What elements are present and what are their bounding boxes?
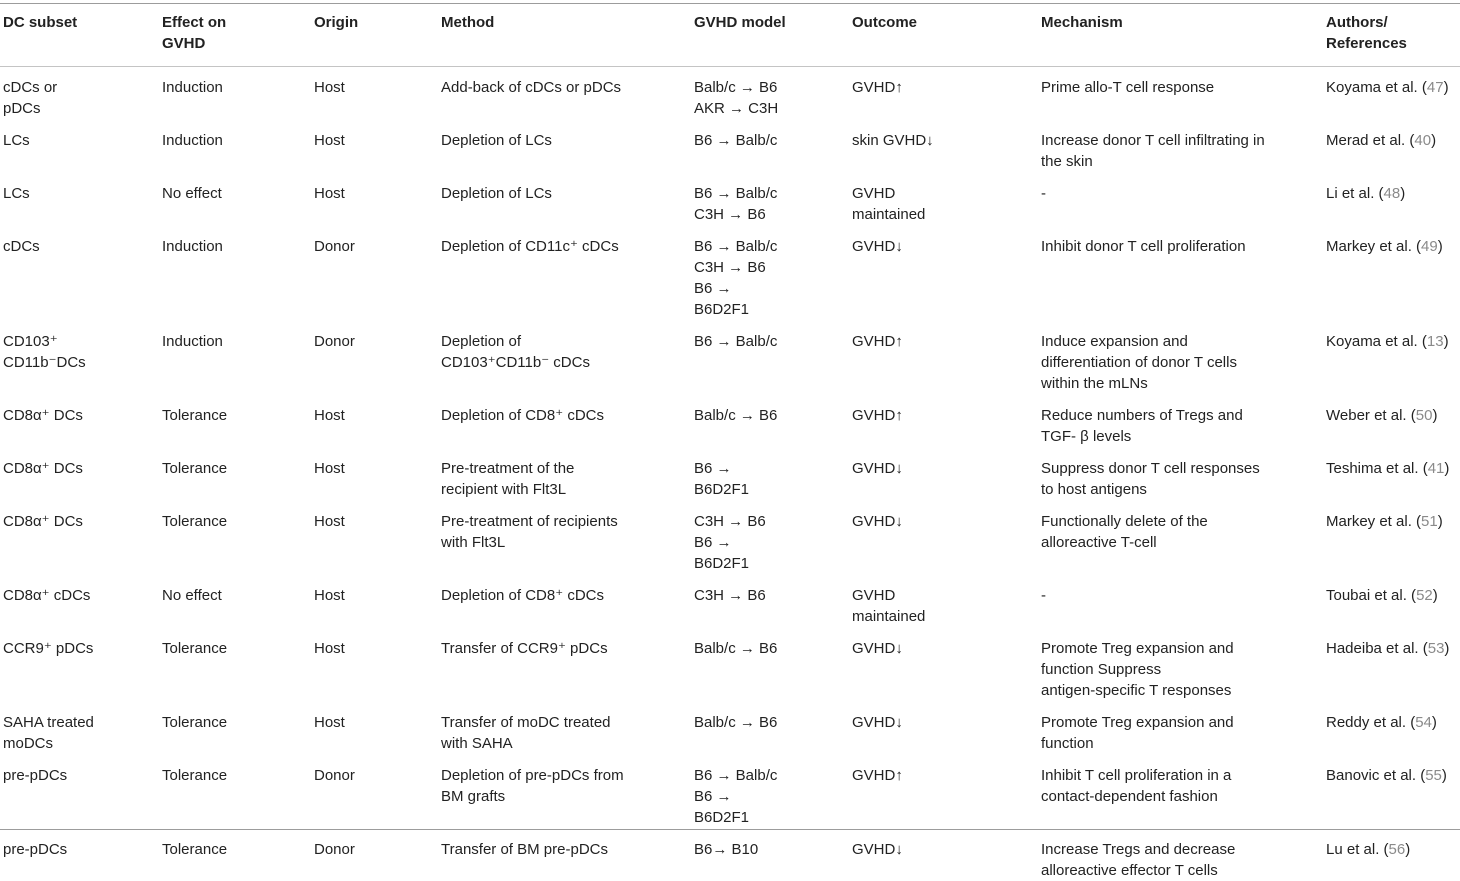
author-name: Hadeiba et al. ( bbox=[1326, 640, 1428, 657]
cell-gvhd-model: Balb/c → B6 AKR → C3H bbox=[694, 79, 779, 117]
cell-effect: No effect bbox=[162, 185, 222, 202]
cell-mechanism: Reduce numbers of Tregs and TGF- β levels bbox=[1041, 407, 1243, 445]
cell-mechanism: Suppress donor T cell responses to host antigens bbox=[1041, 460, 1260, 498]
reference-close-paren: ) bbox=[1431, 714, 1437, 731]
cell-effect: Induction bbox=[162, 333, 223, 350]
cell-method: Transfer of BM pre-pDCs bbox=[441, 841, 608, 858]
cell-gvhd-model: C3H → B6 bbox=[694, 587, 766, 604]
cell-authors bbox=[1326, 66, 1460, 119]
header-outcome-label: Outcome bbox=[852, 14, 918, 31]
reference-link[interactable]: 47 bbox=[1426, 79, 1444, 96]
cell-origin: Host bbox=[314, 185, 345, 202]
cell-authors bbox=[1326, 119, 1460, 172]
cell-authors bbox=[1326, 394, 1460, 447]
header-gvhd-model-label: GVHD model bbox=[694, 14, 786, 31]
author-name: Merad et al. ( bbox=[1326, 132, 1415, 149]
reference-close-paren: ) bbox=[1437, 513, 1443, 530]
cell-outcome: GVHD↓ bbox=[852, 460, 903, 477]
cell-authors bbox=[1326, 320, 1460, 394]
author-name: Koyama et al. ( bbox=[1326, 333, 1427, 350]
cell-method: Add-back of cDCs or pDCs bbox=[441, 79, 622, 96]
cell-authors bbox=[1326, 828, 1460, 881]
reference-link[interactable]: 53 bbox=[1427, 640, 1445, 657]
cell-origin: Host bbox=[314, 714, 345, 731]
cell-mechanism: Increase donor T cell infiltrating in the skin bbox=[1041, 132, 1265, 170]
cell-dc-subset: LCs bbox=[3, 185, 30, 202]
table-row bbox=[0, 225, 1460, 320]
cell-origin: Host bbox=[314, 460, 345, 477]
cell-effect: Tolerance bbox=[162, 841, 228, 858]
cell-method: Depletion of CD8⁺ cDCs bbox=[441, 407, 604, 424]
cell-mechanism: Prime allo-T cell response bbox=[1041, 79, 1215, 96]
header-authors bbox=[1326, 4, 1460, 66]
cell-mechanism: - bbox=[1041, 587, 1046, 604]
cell-method: Depletion of CD8⁺ cDCs bbox=[441, 587, 604, 604]
cell-mechanism: Increase Tregs and decrease alloreactive effector T cells bbox=[1041, 841, 1236, 879]
cell-gvhd-model: B6 → B6D2F1 bbox=[694, 460, 750, 498]
cell-method: Depletion of CD103⁺CD11b⁻ cDCs bbox=[441, 333, 590, 371]
header-outcome bbox=[852, 4, 1041, 66]
cell-gvhd-model: C3H → B6 B6 → B6D2F1 bbox=[694, 513, 766, 572]
cell-authors bbox=[1326, 500, 1460, 574]
header-origin bbox=[314, 4, 441, 66]
cell-dc-subset: cDCs or pDCs bbox=[3, 79, 58, 117]
cell-gvhd-model: B6 → Balb/c bbox=[694, 333, 778, 350]
author-name: Banovic et al. ( bbox=[1326, 767, 1426, 784]
header-effect-label: Effect on GVHD bbox=[162, 14, 227, 52]
table-body bbox=[0, 66, 1460, 881]
reference-close-paren: ) bbox=[1432, 587, 1438, 604]
cell-dc-subset: CD103⁺ CD11b⁻DCs bbox=[3, 333, 86, 371]
cell-gvhd-model: B6→ B10 bbox=[694, 841, 759, 858]
author-name: Lu et al. ( bbox=[1326, 841, 1389, 858]
table-row bbox=[0, 119, 1460, 172]
reference-link[interactable]: 52 bbox=[1416, 587, 1433, 604]
cell-dc-subset: SAHA treated moDCs bbox=[3, 714, 94, 752]
header-mechanism-label: Mechanism bbox=[1041, 14, 1123, 31]
table-row bbox=[0, 574, 1460, 627]
cell-origin: Donor bbox=[314, 841, 355, 858]
header-method bbox=[441, 4, 694, 66]
author-name: Toubai et al. ( bbox=[1326, 587, 1417, 604]
cell-dc-subset: CD8α⁺ cDCs bbox=[3, 587, 91, 604]
table-row bbox=[0, 66, 1460, 119]
cell-gvhd-model: Balb/c → B6 bbox=[694, 640, 778, 657]
table-row bbox=[0, 447, 1460, 500]
cell-outcome: GVHD↑ bbox=[852, 79, 903, 96]
cell-gvhd-model: Balb/c → B6 bbox=[694, 407, 778, 424]
cell-method: Pre-treatment of the recipient with Flt3L bbox=[441, 460, 575, 498]
cell-dc-subset: CD8α⁺ DCs bbox=[3, 407, 83, 424]
cell-authors bbox=[1326, 172, 1460, 225]
cell-method: Transfer of moDC treated with SAHA bbox=[441, 714, 611, 752]
header-dc-subset bbox=[0, 4, 158, 66]
reference-close-paren: ) bbox=[1437, 238, 1443, 255]
cell-outcome: GVHD↓ bbox=[852, 640, 903, 657]
cell-gvhd-model: B6 → Balb/c C3H → B6 B6 → B6D2F1 bbox=[694, 238, 778, 318]
cell-authors bbox=[1326, 574, 1460, 627]
author-name: Koyama et al. ( bbox=[1326, 79, 1427, 96]
header-authors-label: Authors/ References bbox=[1326, 14, 1407, 52]
table-row bbox=[0, 500, 1460, 574]
reference-link[interactable]: 41 bbox=[1427, 460, 1445, 477]
cell-method: Depletion of LCs bbox=[441, 185, 552, 202]
reference-close-paren: ) bbox=[1443, 79, 1449, 96]
reference-close-paren: ) bbox=[1441, 767, 1447, 784]
cell-outcome: GVHD maintained bbox=[852, 185, 926, 223]
cell-origin: Donor bbox=[314, 767, 355, 784]
reference-link[interactable]: 51 bbox=[1421, 513, 1438, 530]
cell-gvhd-model: Balb/c → B6 bbox=[694, 714, 778, 731]
cell-outcome: GVHD↓ bbox=[852, 841, 903, 858]
table-row bbox=[0, 394, 1460, 447]
header-effect bbox=[158, 4, 314, 66]
author-name: Markey et al. ( bbox=[1326, 238, 1422, 255]
cell-effect: Tolerance bbox=[162, 714, 228, 731]
cell-dc-subset: CD8α⁺ DCs bbox=[3, 460, 83, 477]
cell-dc-subset: pre-pDCs bbox=[3, 767, 68, 784]
cell-effect: Tolerance bbox=[162, 513, 228, 530]
cell-dc-subset: LCs bbox=[3, 132, 30, 149]
header-dc-subset-label: DC subset bbox=[3, 14, 78, 31]
cell-outcome: GVHD↑ bbox=[852, 407, 903, 424]
reference-link[interactable]: 50 bbox=[1415, 407, 1433, 424]
cell-outcome: GVHD↑ bbox=[852, 333, 903, 350]
reference-link[interactable]: 56 bbox=[1388, 841, 1406, 858]
cell-mechanism: Induce expansion and differentiation of donor T cells within the mLNs bbox=[1041, 333, 1237, 392]
table-row bbox=[0, 172, 1460, 225]
cell-origin: Host bbox=[314, 587, 345, 604]
table-row bbox=[0, 828, 1460, 881]
reference-link[interactable]: 13 bbox=[1426, 333, 1444, 350]
reference-close-paren: ) bbox=[1405, 841, 1411, 858]
cell-authors bbox=[1326, 701, 1460, 754]
cell-dc-subset: CD8α⁺ DCs bbox=[3, 513, 83, 530]
cell-outcome: GVHD↑ bbox=[852, 767, 903, 784]
cell-origin: Host bbox=[314, 132, 345, 149]
cell-mechanism: - bbox=[1041, 185, 1046, 202]
cell-outcome: skin GVHD↓ bbox=[852, 132, 934, 149]
cell-authors bbox=[1326, 627, 1460, 701]
header-origin-label: Origin bbox=[314, 14, 359, 31]
dc-gvhd-table bbox=[0, 4, 1460, 881]
cell-effect: Tolerance bbox=[162, 767, 228, 784]
author-name: Li et al. ( bbox=[1326, 185, 1384, 202]
cell-origin: Donor bbox=[314, 333, 355, 350]
table-header-row bbox=[0, 4, 1460, 66]
author-name: Weber et al. ( bbox=[1326, 407, 1416, 424]
cell-mechanism: Promote Treg expansion and function bbox=[1041, 714, 1234, 752]
reference-close-paren: ) bbox=[1444, 460, 1450, 477]
cell-mechanism: Functionally delete of the alloreactive T-cell bbox=[1041, 513, 1208, 551]
cell-mechanism: Inhibit donor T cell proliferation bbox=[1041, 238, 1246, 255]
cell-effect: Induction bbox=[162, 238, 223, 255]
cell-effect: No effect bbox=[162, 587, 222, 604]
cell-origin: Host bbox=[314, 513, 345, 530]
cell-effect: Tolerance bbox=[162, 407, 228, 424]
cell-method: Depletion of CD11c⁺ cDCs bbox=[441, 238, 619, 255]
cell-authors bbox=[1326, 754, 1460, 828]
reference-close-paren: ) bbox=[1431, 132, 1437, 149]
author-name: Teshima et al. ( bbox=[1326, 460, 1428, 477]
cell-outcome: GVHD↓ bbox=[852, 714, 903, 731]
cell-effect: Tolerance bbox=[162, 640, 228, 657]
cell-origin: Host bbox=[314, 407, 345, 424]
cell-outcome: GVHD↓ bbox=[852, 238, 903, 255]
reference-close-paren: ) bbox=[1444, 640, 1450, 657]
cell-gvhd-model: B6 → Balb/c C3H → B6 bbox=[694, 185, 778, 223]
cell-authors bbox=[1326, 447, 1460, 500]
cell-outcome: GVHD↓ bbox=[852, 513, 903, 530]
cell-gvhd-model: B6 → Balb/c B6 → B6D2F1 bbox=[694, 767, 778, 826]
reference-link[interactable]: 49 bbox=[1421, 238, 1438, 255]
author-name: Reddy et al. ( bbox=[1326, 714, 1416, 731]
reference-link[interactable]: 55 bbox=[1425, 767, 1442, 784]
cell-effect: Tolerance bbox=[162, 460, 228, 477]
cell-dc-subset: CCR9⁺ pDCs bbox=[3, 640, 94, 657]
cell-mechanism: Promote Treg expansion and function Suppress antigen-specific T responses bbox=[1041, 640, 1234, 699]
author-name: Markey et al. ( bbox=[1326, 513, 1422, 530]
cell-method: Pre-treatment of recipients with Flt3L bbox=[441, 513, 618, 551]
cell-origin: Host bbox=[314, 79, 345, 96]
cell-mechanism: Inhibit T cell proliferation in a contact-dependent fashion bbox=[1041, 767, 1232, 805]
table-row bbox=[0, 701, 1460, 754]
reference-close-paren: ) bbox=[1400, 185, 1406, 202]
cell-origin: Donor bbox=[314, 238, 355, 255]
cell-origin: Host bbox=[314, 640, 345, 657]
cell-effect: Induction bbox=[162, 79, 223, 96]
table-row bbox=[0, 320, 1460, 394]
header-gvhd-model bbox=[694, 4, 852, 66]
cell-outcome: GVHD maintained bbox=[852, 587, 926, 625]
cell-dc-subset: cDCs bbox=[3, 238, 40, 255]
reference-close-paren: ) bbox=[1432, 407, 1438, 424]
header-mechanism bbox=[1041, 4, 1326, 66]
cell-method: Depletion of LCs bbox=[441, 132, 552, 149]
cell-authors bbox=[1326, 225, 1460, 320]
table-row bbox=[0, 754, 1460, 828]
cell-effect: Induction bbox=[162, 132, 223, 149]
cell-method: Depletion of pre-pDCs from BM grafts bbox=[441, 767, 624, 805]
reference-link[interactable]: 54 bbox=[1415, 714, 1432, 731]
cell-gvhd-model: B6 → Balb/c bbox=[694, 132, 778, 149]
table-row bbox=[0, 627, 1460, 701]
cell-method: Transfer of CCR9⁺ pDCs bbox=[441, 640, 608, 657]
reference-close-paren: ) bbox=[1443, 333, 1449, 350]
cell-dc-subset: pre-pDCs bbox=[3, 841, 68, 858]
header-method-label: Method bbox=[441, 14, 495, 31]
reference-link[interactable]: 48 bbox=[1383, 185, 1401, 202]
reference-link[interactable]: 40 bbox=[1414, 132, 1432, 149]
